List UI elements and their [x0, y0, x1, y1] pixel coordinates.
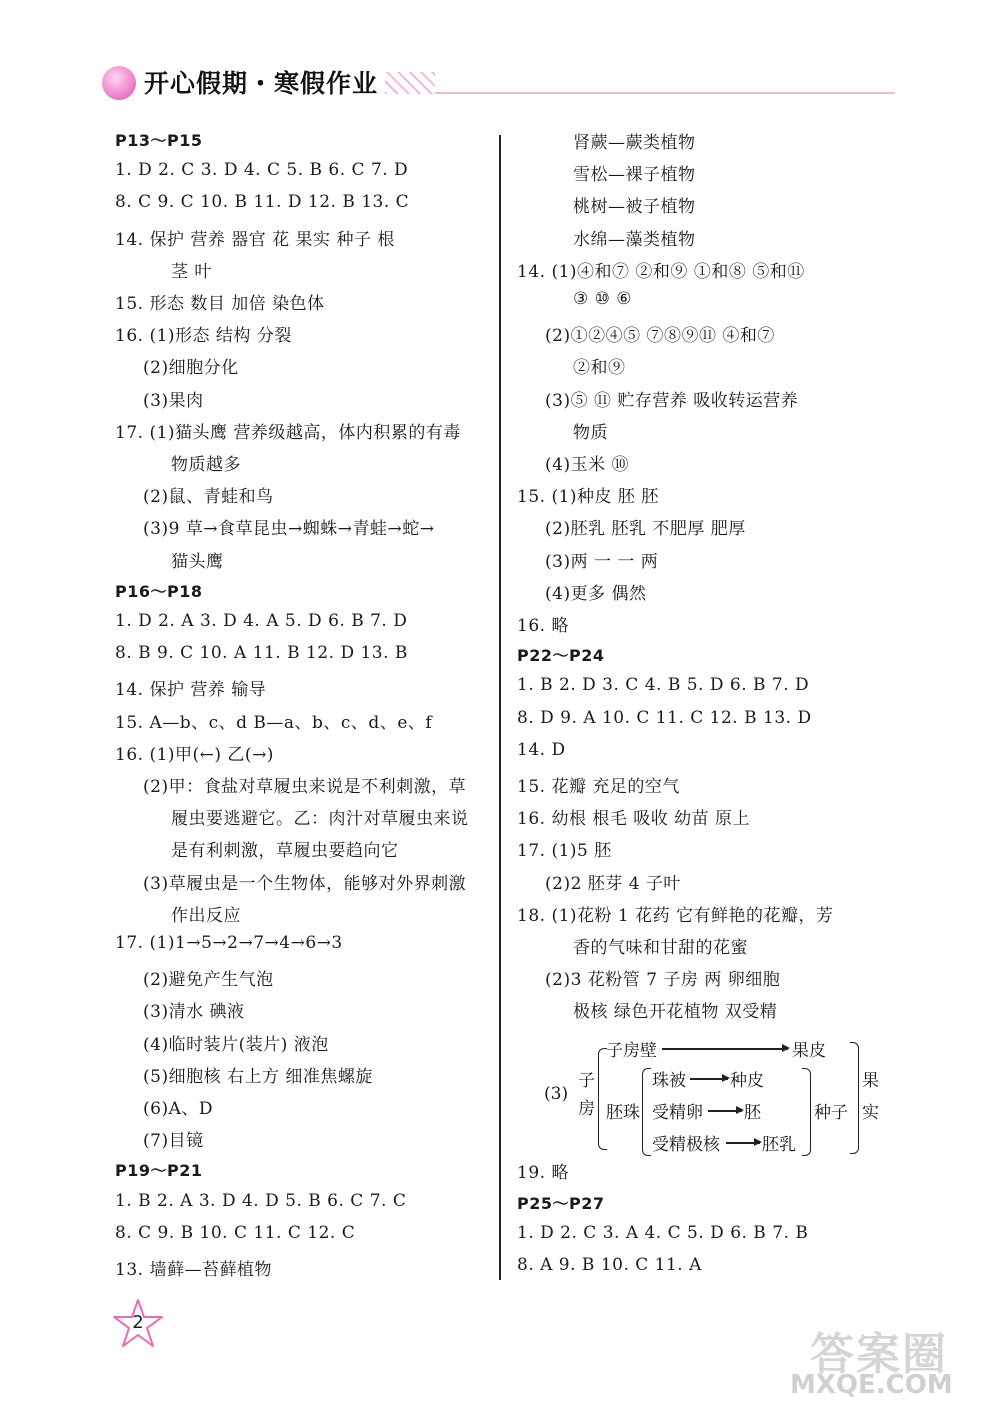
answer-line: (2)①②④⑤ ⑦⑧⑨⑪ ④和⑦ — [545, 326, 775, 347]
answer-line: 肾蕨—蕨类植物 — [573, 133, 696, 153]
answer-line: (3)9 草→食草昆虫→蜘蛛→青蛙→蛇→ — [143, 519, 435, 540]
answer-line: (4)更多 偶然 — [545, 583, 647, 604]
fruit-development-diagram — [544, 1036, 896, 1158]
seed-label: 种子 — [814, 1103, 848, 1123]
header-rule — [435, 92, 895, 94]
answer-line: (3)果肉 — [143, 390, 204, 411]
answer-line: 16. (1)形态 结构 分裂 — [115, 326, 292, 347]
answer-line: (2)鼠、青蛙和鸟 — [143, 487, 274, 508]
answer-line: 15. (1)种皮 胚 胚 — [517, 487, 659, 508]
watermark-url: MXQE.COM — [790, 1370, 953, 1400]
answer-line: 14. D — [517, 739, 566, 760]
answer-line: 14. 保护 营养 器官 花 果实 种子 根 — [115, 229, 395, 250]
answer-line: 14. (1)④和⑦ ②和⑨ ①和⑧ ⑤和⑪ — [517, 261, 805, 282]
answer-line: 16. (1)甲(←) 乙(→) — [115, 744, 274, 765]
answer-line: 15. A—b、c、d B—a、b、c、d、e、f — [115, 712, 433, 733]
answer-line: 19. 略 — [517, 1163, 569, 1184]
answer-line: (3)清水 碘液 — [143, 1002, 245, 1023]
answer-line: (3)两 一 一 两 — [545, 551, 659, 572]
answer-line: 8. C 9. B 10. C 11. C 12. C — [115, 1222, 356, 1243]
section-heading: P19～P21 — [115, 1161, 203, 1181]
answer-line: 13. 墙藓—苔藓植物 — [115, 1260, 272, 1280]
answer-line: ②和⑨ — [573, 358, 626, 379]
fertilized-egg-label: 受精卵 — [652, 1103, 703, 1123]
integument-arrow — [690, 1078, 728, 1080]
answer-line: 是有利刺激，草履虫要趋向它 — [171, 841, 399, 862]
answer-line: 履虫要逃避它。乙：肉汁对草履虫来说 — [171, 809, 469, 830]
ovary-char-1: 子 — [578, 1071, 595, 1091]
seed-brace — [802, 1068, 811, 1156]
answer-line: 1. D 2. C 3. A 4. C 5. D 6. B 7. B — [517, 1222, 809, 1243]
answer-line: 1. B 2. D 3. C 4. B 5. D 6. B 7. D — [517, 675, 810, 696]
answer-line: 17. (1)猫头鹰 营养级越高，体内积累的有毒 — [115, 422, 461, 443]
answer-line: (5)细胞核 右上方 细准焦螺旋 — [143, 1066, 373, 1087]
answer-line: 8. A 9. B 10. C 11. A — [517, 1255, 702, 1275]
answer-line: (4)玉米 ⑩ — [545, 455, 629, 475]
ovary-char-2: 房 — [578, 1099, 595, 1119]
answer-line: 茎 叶 — [171, 261, 212, 282]
answer-line: 1. B 2. A 3. D 4. D 5. B 6. C 7. C — [115, 1190, 407, 1211]
answer-line: (2)细胞分化 — [143, 358, 239, 379]
answer-line: 17. (1)5 胚 — [517, 841, 612, 862]
answer-line: 物质 — [573, 422, 608, 443]
answer-line: 物质越多 — [171, 455, 241, 475]
watermark — [770, 1318, 995, 1408]
answer-line: 8. D 9. A 10. C 11. C 12. B 13. D — [517, 707, 812, 728]
section-heading: P25～P27 — [517, 1193, 605, 1213]
fertilized-egg-arrow — [708, 1110, 742, 1112]
page-header — [100, 62, 900, 106]
ovary-wall-arrow — [662, 1048, 788, 1050]
answer-line: (3)⑤ ⑪ 贮存营养 吸收转运营养 — [545, 390, 799, 411]
integument-label: 珠被 — [652, 1071, 686, 1091]
answer-line: (2)避免产生气泡 — [143, 970, 274, 991]
answer-line: (2)2 胚芽 4 子叶 — [545, 873, 681, 894]
ovary-wall-label: 子房壁 — [606, 1041, 657, 1061]
header-hatch-decoration — [385, 72, 435, 94]
answer-line: 水绵—藻类植物 — [573, 229, 696, 250]
answer-line: 16. 幼根 根毛 吸收 幼苗 原上 — [517, 809, 751, 830]
fertilized-polar-label: 受精极核 — [652, 1135, 720, 1155]
diagram-label: (3) — [544, 1084, 569, 1104]
answer-line: ③ ⑩ ⑥ — [573, 289, 633, 309]
answer-line: 15. 花瓣 充足的空气 — [517, 777, 680, 797]
seed-coat-label: 种皮 — [730, 1071, 764, 1091]
answer-line: (3)草履虫是一个生物体，能够对外界刺激 — [143, 873, 467, 894]
section-heading: P16～P18 — [115, 581, 203, 601]
answer-line: 16. 略 — [517, 616, 569, 636]
column-divider — [499, 135, 501, 1280]
fertilized-polar-arrow — [726, 1142, 760, 1144]
answer-line: 香的气味和甘甜的花蜜 — [573, 938, 748, 958]
answer-line: (2)3 花粉管 7 子房 两 卵细胞 — [545, 970, 781, 991]
embryo-label: 胚 — [744, 1103, 761, 1123]
answer-line: 8. C 9. C 10. B 11. D 12. B 13. C — [115, 192, 410, 213]
answer-line: (2)甲：食盐对草履虫来说是不利刺激，草 — [143, 777, 467, 797]
section-heading: P22～P24 — [517, 646, 605, 666]
answer-line: (2)胚乳 胚乳 不肥厚 肥厚 — [545, 519, 746, 540]
page-number: 2 — [132, 1312, 144, 1333]
watermark-logo-text: 答案圈 — [810, 1329, 948, 1380]
answer-line: 1. D 2. A 3. D 4. A 5. D 6. B 7. D — [115, 611, 408, 631]
section-heading: P13～P15 — [115, 131, 203, 150]
answer-line: 桃树—被子植物 — [573, 197, 696, 218]
answer-line: 猫头鹰 — [171, 551, 224, 572]
pink-orb-icon — [102, 66, 136, 100]
fruit-brace — [850, 1042, 859, 1154]
answer-line: 17. (1)1→5→2→7→4→6→3 — [115, 933, 343, 953]
answer-line: (7)目镜 — [143, 1131, 204, 1152]
ovule-label: 胚珠 — [606, 1103, 640, 1123]
fruit-char-2: 实 — [862, 1103, 879, 1123]
answer-line: 雪松—裸子植物 — [573, 165, 696, 186]
answer-line: 18. (1)花粉 1 花药 它有鲜艳的花瓣，芳 — [517, 905, 834, 926]
page-number-badge — [112, 1298, 164, 1350]
endosperm-label: 胚乳 — [762, 1135, 796, 1155]
fruit-char-1: 果 — [862, 1071, 879, 1091]
answer-line: 8. B 9. C 10. A 11. B 12. D 13. B — [115, 643, 408, 664]
header-title: 开心假期・寒假作业 — [144, 69, 379, 98]
answer-line: 极核 绿色开花植物 双受精 — [573, 1002, 778, 1023]
answer-line: (6)A、D — [143, 1099, 213, 1119]
answer-line: (4)临时装片(装片) 液泡 — [143, 1034, 329, 1055]
pericarp-label: 果皮 — [792, 1041, 826, 1061]
answer-line: 14. 保护 营养 输导 — [115, 680, 267, 701]
answer-line: 1. D 2. C 3. D 4. C 5. B 6. C 7. D — [115, 160, 409, 181]
answer-line: 作出反应 — [171, 905, 241, 926]
answer-line: 15. 形态 数目 加倍 染色体 — [115, 294, 325, 314]
ovule-brace — [642, 1068, 651, 1156]
